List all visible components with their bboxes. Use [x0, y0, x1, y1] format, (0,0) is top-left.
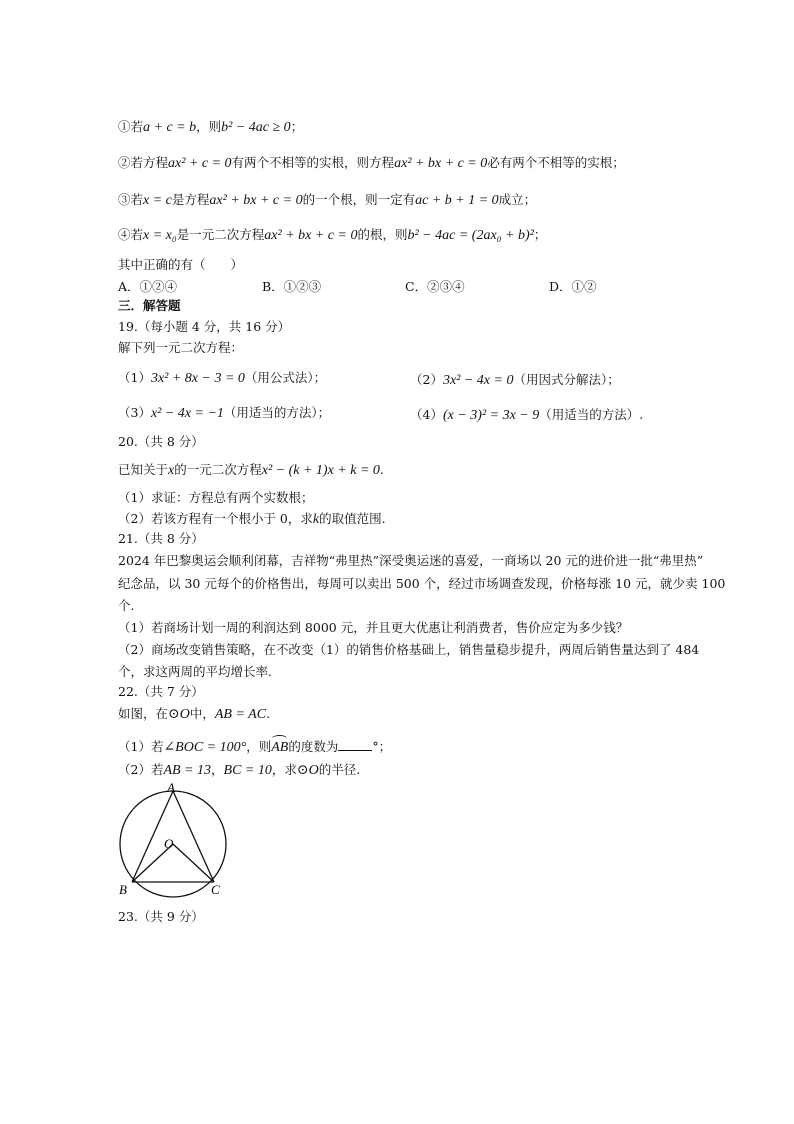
q22-intro-prefix: 如图，在	[118, 706, 169, 721]
label-c: C	[211, 882, 220, 897]
label-a: A	[167, 780, 175, 795]
q23-header: 23.（共 9 分）	[118, 909, 204, 924]
statement-1-math-2: b² − 4ac ≥ 0	[221, 120, 291, 135]
statement-2-math-2: ax² + bx + c = 0	[394, 156, 488, 171]
option-d[interactable]: D．①②	[549, 279, 597, 294]
q19-part-1-math: 3x² + 8x − 3 = 0	[150, 371, 245, 386]
statement-4-math-2: ax² + bx + c = 0	[264, 228, 358, 243]
q19-part-2	[410, 370, 620, 389]
option-b[interactable]: B．①②③	[262, 279, 322, 294]
q19-part-2-label: （2）	[410, 372, 443, 387]
q19-part-3-math: x² − 4x = −1	[150, 406, 224, 421]
q20-part-2-k: k	[312, 512, 320, 527]
q21-header: 21.（共 8 分）	[118, 531, 204, 546]
q19-part-3-label: （3）	[118, 405, 151, 420]
q19-part-2-math: 3x² − 4x = 0	[442, 373, 514, 388]
statement-2-suffix: 必有两个不相等的实根；	[487, 155, 625, 170]
statement-1-mid: ，则	[196, 119, 222, 134]
q20-intro-mid: 的一元二次方程	[174, 462, 262, 477]
answer-blank[interactable]	[338, 738, 372, 751]
q19-part-4-note: （用适当的方法）.	[539, 407, 644, 422]
statement-1-math-1: a + c = b	[143, 120, 197, 135]
q22-part-1-prefix: （1）若	[118, 739, 164, 754]
q19-part-3-note: （用适当的方法）；	[223, 405, 331, 420]
label-o: O	[164, 836, 174, 851]
q21-body-1: 2024 年巴黎奥运会顺利闭幕，吉祥物“弗里热”深受奥运迷的喜爱，一商场以 20 元的进价进一批“弗里热”	[118, 553, 704, 568]
q22-intro-suffix: .	[266, 706, 271, 721]
circle-figure	[112, 780, 236, 898]
statement-3-mid-2: 的一个根，则一定有	[302, 192, 416, 207]
q20-part-2	[118, 511, 386, 528]
option-a[interactable]: A．①②④	[118, 279, 178, 294]
statement-1	[118, 119, 303, 136]
q22-header: 22.（共 7 分）	[118, 684, 204, 699]
q22-part-2	[118, 762, 360, 779]
q19-part-4-label: （4）	[410, 407, 443, 422]
q20-header: 20.（共 8 分）	[118, 434, 204, 449]
statement-4	[118, 227, 546, 244]
q19-part-3	[118, 405, 330, 422]
statement-1-prefix: ①若	[118, 119, 144, 134]
q21-part-2a: （2）商场改变销售策略，在不改变（1）的销售价格基础上，销售量稳步提升，两周后销售量达到了 484	[118, 642, 700, 657]
q20-intro-suffix: .	[379, 462, 384, 477]
q22-part-1-suffix-1: 的度数为	[288, 739, 339, 754]
q20-part-2-prefix: （2）若该方程有一个根小于 0，求	[118, 511, 313, 526]
statement-3-math-1: x = c	[143, 193, 172, 208]
statement-4-suffix: ；	[533, 227, 547, 242]
q20-intro-math: x² − (k + 1)x + k = 0	[261, 463, 380, 478]
statement-4-mid-1: 是一元二次方程	[176, 227, 265, 242]
q20-intro	[118, 462, 384, 479]
q19-part-4-math: (x − 3)² = 3x − 9	[442, 408, 540, 423]
q20-part-2-suffix: 的取值范围.	[319, 511, 386, 526]
q22-part-2-mid: ，求	[271, 762, 297, 777]
statement-4-prefix: ④若	[118, 227, 144, 242]
statement-2-prefix: ②若方程	[118, 155, 169, 170]
q22-part-1-suffix-2: °；	[372, 739, 392, 754]
q22-intro-math: AB = AC	[214, 707, 267, 722]
q19-part-4	[410, 405, 643, 424]
statement-3-suffix: 成立；	[498, 192, 537, 207]
q22-part-2-circle: ⊙O	[296, 763, 319, 778]
q21-part-2b: 个，求这两周的平均增长率.	[118, 664, 272, 679]
statement-3	[118, 192, 536, 209]
statement-3-mid-1: 是方程	[171, 192, 210, 207]
q22-part-1-arc-label: AB	[271, 740, 289, 755]
q19-intro: 解下列一元二次方程：	[118, 340, 244, 355]
statement-4-math-1: x = x₀	[143, 228, 177, 243]
option-c[interactable]: C．②③④	[405, 279, 465, 294]
q20-intro-x: x	[168, 463, 175, 478]
q19-header: 19.（每小题 4 分，共 16 分）	[118, 319, 291, 334]
statement-4-math-3: b² − 4ac = (2ax₀ + b)²	[407, 228, 534, 243]
q19-part-1-label: （1）	[118, 370, 151, 385]
q21-body-2: 纪念品，以 30 元每个的价格售出，每周可以卖出 500 个，经过市场调查发现，价格每涨 10 元，就少卖 100	[118, 576, 726, 591]
q19-part-1	[118, 370, 326, 387]
section-title: 三．解答题	[118, 298, 181, 313]
q21-part-1: （1）若商场计划一周的利润达到 8000 元，并且更大优惠让利消费者，售价应定为多少钱？	[118, 620, 629, 635]
q22-part-2-prefix: （2）若	[118, 762, 164, 777]
q22-part-2-comma: ，	[211, 762, 224, 777]
q22-part-1-mid: ，则	[246, 739, 272, 754]
q22-part-1	[118, 738, 391, 756]
statement-3-math-3: ac + b + 1 = 0	[415, 193, 499, 208]
statement-3-prefix: ③若	[118, 192, 144, 207]
question-prompt: 其中正确的有（ ）	[118, 257, 244, 272]
label-b: B	[119, 882, 127, 897]
arc-symbol	[272, 735, 287, 742]
q22-intro-mid: 中，	[189, 706, 215, 721]
statement-1-suffix: ；	[290, 119, 304, 134]
q19-part-2-note: （用因式分解法）；	[513, 372, 620, 387]
q22-intro-circle: ⊙O	[168, 707, 190, 722]
q22-part-1-math: ∠BOC = 100°	[163, 740, 247, 755]
q22-part-2-math-1: AB = 13	[163, 763, 212, 778]
q20-part-1: （1）求证：方程总有两个实数根；	[118, 490, 314, 505]
q21-body-3: 个.	[118, 598, 135, 613]
statement-2-math-1: ax² + c = 0	[168, 156, 232, 171]
q22-part-2-math-2: BC = 10	[223, 763, 272, 778]
q20-intro-prefix: 已知关于	[118, 462, 169, 477]
q22-part-1-arc	[271, 740, 288, 756]
q19-part-1-note: （用公式法）；	[244, 370, 327, 385]
segment-oc	[173, 844, 214, 882]
statement-3-math-2: ax² + bx + c = 0	[209, 193, 303, 208]
statement-2	[118, 155, 625, 172]
q22-part-2-suffix: 的半径.	[318, 762, 361, 777]
statement-4-mid-2: 的根，则	[357, 227, 408, 242]
statement-2-mid: 有两个不相等的实根，则方程	[231, 155, 395, 170]
q22-intro	[118, 706, 270, 723]
